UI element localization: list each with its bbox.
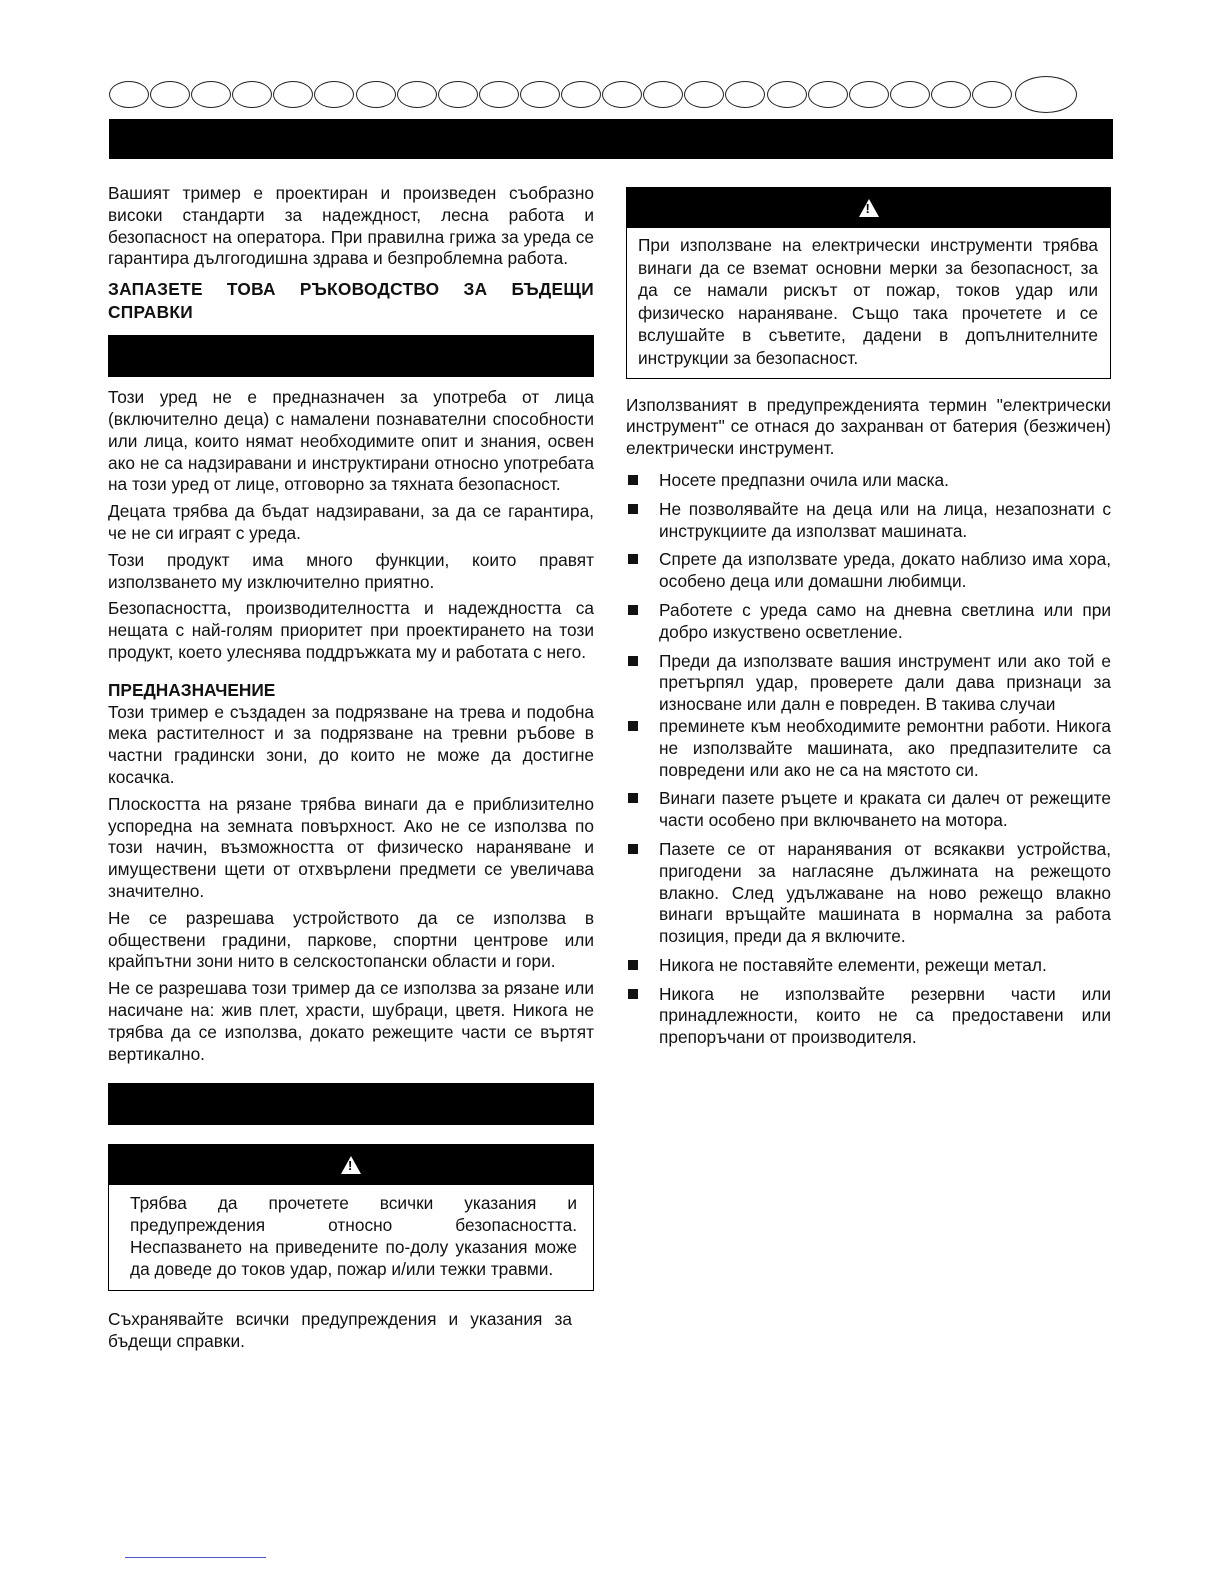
list-item <box>626 788 1111 832</box>
language-oval <box>643 81 683 108</box>
list-item-text: Работете с уреда само на дневна светлина или при добро изкуствено осветление. <box>659 599 1111 642</box>
right-column <box>626 187 1111 1056</box>
list-item <box>626 549 1111 593</box>
language-oval <box>725 81 765 108</box>
body-paragraph: Този уред не е предназначен за употреба от лица (включително деца) с намалени познавателни способности или лица, които нямат необходимите опит и знания, освен ако не са надзиравани и инструктирани относно употребата на този уред от лице, отговорно за тяхната безопасност. <box>108 387 594 495</box>
body-paragraph: Този продукт има много функции, които правят използването му изключително приятно. <box>108 549 594 592</box>
language-oval <box>890 81 930 108</box>
bullet-square-icon <box>628 504 638 514</box>
language-oval <box>808 81 848 108</box>
purpose-heading: ПРЕДНАЗНАЧЕНИЕ <box>108 679 276 700</box>
list-item <box>626 470 1111 492</box>
bullet-square-icon <box>628 475 638 485</box>
list-item-text: Никога не поставяйте елементи, режещи метал. <box>659 954 1047 975</box>
list-item-text: Носете предпазни очила или маска. <box>659 469 949 490</box>
language-oval-active <box>1015 76 1077 113</box>
section-title-bar <box>109 119 1113 159</box>
safety-list <box>626 470 1111 1049</box>
language-oval <box>314 81 354 108</box>
language-oval <box>561 81 601 108</box>
language-tabs <box>109 76 1078 113</box>
list-item <box>626 600 1111 644</box>
body-paragraph: Този тример е създаден за подрязване на трева и подобна мека растителност и за подрязване на тревни ръбове в частни градински зони, до които не може да достигне косачка. <box>108 701 594 787</box>
warning-box <box>108 1144 594 1291</box>
list-item-text: Пазете се от наранявания от всякакви устройства, пригодени за нагласяне дължината на режещото влакно. След удължаване на ново режещо влакно винаги връщайте машината в нормална за работа позиция, преди да я включите. <box>659 838 1111 947</box>
list-item-text: Винаги пазете ръцете и краката си далеч от режещите части особено при включването на мотора. <box>659 788 1111 831</box>
body-paragraph: Не се разрешава този тример да се използва за рязане или насичане на: жив плет, храсти, шубраци, цветя. Никога не трябва да се използва, докато режещите части се въртят вертикално. <box>108 978 594 1064</box>
language-oval <box>931 81 971 108</box>
bullet-square-icon <box>628 656 638 666</box>
list-item-text: Преди да използвате вашия инструмент или ако той е претърпял удар, проверете дали дава признаци за износване или далн е повреден. В такива случаи <box>659 650 1111 715</box>
language-oval <box>520 81 560 108</box>
body-paragraph: Не се разрешава устройството да се използва в обществени градини, паркове, спортни центрове или крайпътни зони нито в селскостопански области и гори. <box>108 907 594 972</box>
bullet-square-icon <box>628 989 638 999</box>
term-text: Използваният в предупрежденията термин "електрически инструмент" се отнася до захранван от батерия (безжичен) електрически инструмент. <box>626 394 1111 459</box>
language-oval <box>684 81 724 108</box>
language-oval <box>356 81 396 108</box>
language-oval <box>602 81 642 108</box>
footer-line <box>125 1557 266 1558</box>
save-heading: ЗАПАЗЕТЕ ТОВА РЪКОВОДСТВО ЗА БЪДЕЩИ СПРАВКИ <box>108 279 594 323</box>
list-item <box>626 651 1111 716</box>
list-item <box>626 839 1111 948</box>
language-oval <box>438 81 478 108</box>
list-item <box>626 499 1111 543</box>
language-oval <box>150 81 190 108</box>
warning-triangle-icon <box>859 199 879 217</box>
list-item-text: Никога не използвайте резервни части или принадлежности, които не са предоставени или препоръчани от производителя. <box>659 983 1111 1048</box>
body-paragraph: Безопасността, производителността и надеждността са нещата с най-голям приоритет при проектирането на този продукт, което улеснява поддръжката му и работата с него. <box>108 598 594 662</box>
bullet-square-icon <box>628 554 638 564</box>
list-item <box>626 984 1111 1049</box>
bullet-square-icon <box>628 844 638 854</box>
warning-text: Трябва да прочетете всички указания и предупреждения относно безопасността. Неспазването на приведените по-долу указания може да доведе до токов удар, пожар и/или тежки травми. <box>130 1193 577 1279</box>
section-bar <box>108 335 594 377</box>
closing-text: Съхранявайте всички предупреждения и указания за бъдещи справки. <box>108 1309 572 1352</box>
language-oval <box>849 81 889 108</box>
bullet-square-icon <box>628 605 638 615</box>
intro-text: Вашият тример е проектиран и произведен съобразно високи стандарти за надеждност, лесна работа и безопасност на оператора. При правилна грижа за уреда се гарантира дългогодишна здрава и безпроблемна работа. <box>108 183 594 269</box>
bullet-square-icon <box>628 960 638 970</box>
list-item <box>626 955 1111 977</box>
warning-box <box>626 187 1111 379</box>
language-oval <box>232 81 272 108</box>
language-oval <box>767 81 807 108</box>
list-item-text: преминете към необходимите ремонтни работи. Никога не използвайте машината, ако предпазителите са повредени или ако не са на мястото си. <box>659 715 1111 780</box>
list-item <box>626 716 1111 781</box>
warning-text: При използване на електрически инструменти трябва винаги да се вземат основни мерки за безопасност, за да се намали рискът от пожар, токов удар или физическо нараняване. Също така прочетете и се вслушайте в съветите, дадени в допълнителните инструкции за безопасност. <box>638 235 1098 368</box>
language-oval <box>479 81 519 108</box>
language-oval <box>191 81 231 108</box>
language-oval <box>273 81 313 108</box>
body-paragraph: Децата трябва да бъдат надзиравани, за да се гарантира, че не си играят с уреда. <box>108 501 594 543</box>
list-item-text: Спрете да използвате уреда, докато наблизо има хора, особено деца или домашни любимци. <box>659 549 1111 592</box>
left-column <box>108 183 594 1358</box>
bullet-square-icon <box>628 721 638 731</box>
section-bar <box>108 1083 594 1125</box>
warning-triangle-icon <box>341 1156 361 1174</box>
body-paragraph: Плоскостта на рязане трябва винаги да е приблизително успоредна на земната повърхност. Ако не се използва по този начин, възможността от физическо нараняване и имуществени щети от отхвърлени предмети се увеличава значително. <box>108 793 594 901</box>
language-oval <box>972 81 1012 108</box>
language-oval <box>109 81 149 108</box>
language-oval <box>397 81 437 108</box>
bullet-square-icon <box>628 793 638 803</box>
list-item-text: Не позволявайте на деца или на лица, незапознати с инструкциите да използват машината. <box>659 498 1111 541</box>
